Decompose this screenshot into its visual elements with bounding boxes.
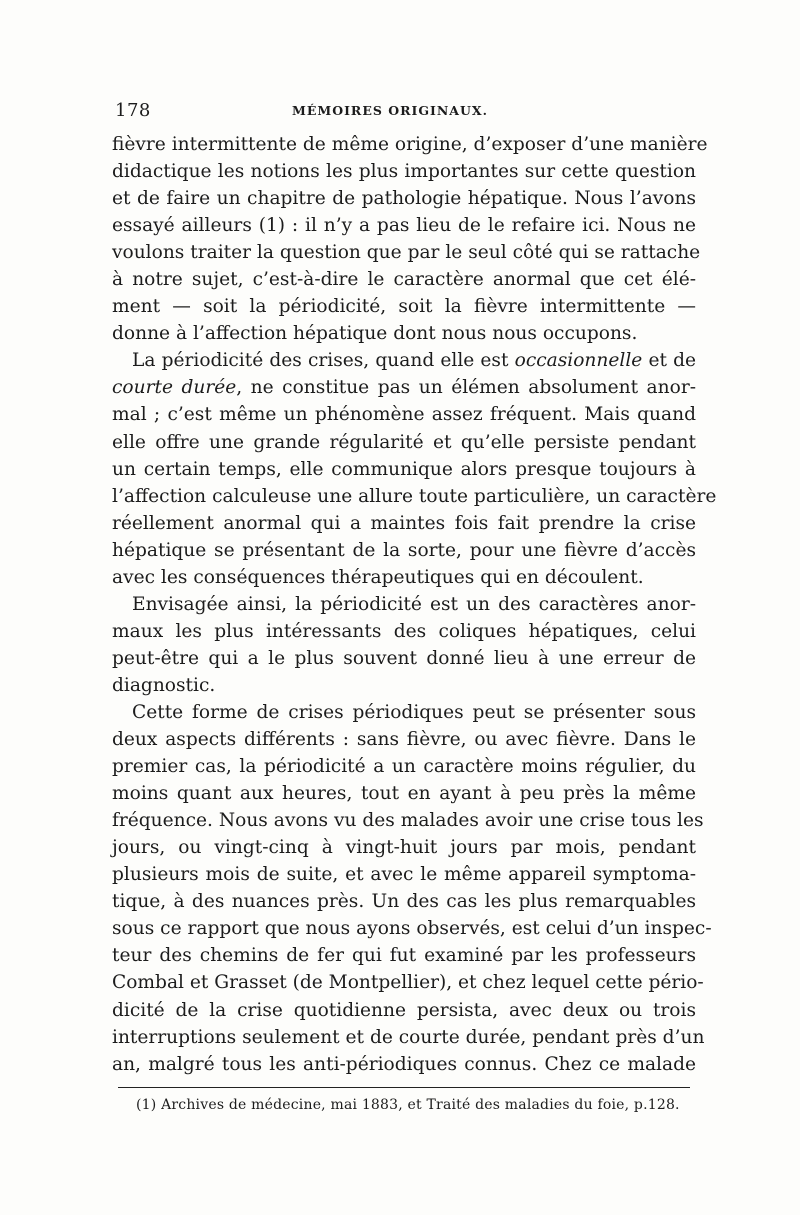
text-line: donne à l’affection hépatique dont nous nous occupons. [112,323,638,345]
text-line: teur des chemins de fer qui fut examiné par les professeurs [112,945,696,967]
text-line: mal ; c’est même un phénomène assez fréquent. Mais quand [112,404,696,426]
text-line: premier cas, la périodicité a un caractère moins régulier, du [112,756,696,778]
body-text [112,131,717,1078]
text-line: jours, ou vingt-cinq à vingt-huit jours par mois, pendant [112,837,696,859]
text-line: réellement anormal qui a maintes fois fait prendre la crise [112,512,696,534]
text-line: peut-être qui a le plus souvent donné lieu à une erreur de [112,647,696,669]
text-line: Combal et Grasset (de Montpellier), et chez lequel cette pério- [112,972,704,994]
text-line: deux aspects différents : sans fièvre, ou avec fièvre. Dans le [112,729,696,751]
text-line: diagnostic. [112,674,216,696]
text-line: à notre sujet, c’est-à-dire le caractère anormal que cet élé- [112,269,696,291]
text-line: Envisagée ainsi, la périodicité est un des caractères anor- [132,593,696,615]
text-line: un certain temps, elle communique alors presque toujours à [112,458,696,480]
footnote: (1) Archives de médecine, mai 1883, et Traité des maladies du foie, p.128. [136,1097,680,1113]
text-line: tique, à des nuances près. Un des cas les plus remarquables [112,891,696,913]
text-line: fréquence. Nous avons vu des malades avoir une crise tous les [112,810,704,832]
text-line: fièvre intermittente de même origine, d’exposer d’une manière [112,134,708,155]
text-line [112,374,696,401]
running-title: MÉMOIRES ORIGINAUX. [292,103,488,118]
page-number: 178 [115,100,151,121]
text-line: et de faire un chapitre de pathologie hépatique. Nous l’avons [112,188,696,210]
text-line: elle offre une grande régularité et qu’elle persiste pendant [112,431,696,453]
text-line: voulons traiter la question que par le seul côté qui se rattache [112,242,701,264]
text-line: interruptions seulement et de courte durée, pendant près d’un [112,1026,705,1048]
text-line: maux les plus intéressants des coliques hépatiques, celui [112,620,696,642]
italic-term: courte durée [112,377,237,399]
text-span: La périodicité des crises, quand elle est [132,350,509,372]
text-line: hépatique se présentant de la sorte, pour une fièvre d’accès [112,539,696,561]
footnote-divider [118,1087,690,1088]
text-line: an, malgré tous les anti-périodiques connus. Chez ce malade [112,1053,696,1075]
text-span: et de [648,350,696,372]
running-head [115,100,695,126]
text-line [112,347,696,374]
text-line: sous ce rapport que nous ayons observés, est celui d’un inspec- [112,918,712,940]
text-line: didactique les notions les plus importantes sur cette question [112,161,696,183]
text-line: ment — soit la périodicité, soit la fièvre intermittente — [112,296,696,318]
text-line: l’affection calculeuse une allure toute particulière, un caractère [112,485,717,507]
text-line: plusieurs mois de suite, et avec le même appareil symptoma- [112,864,696,886]
text-line: essayé ailleurs (1) : il n’y a pas lieu de le refaire ici. Nous ne [112,215,696,237]
text-line: Cette forme de crises périodiques peut se présenter sous [132,701,696,723]
text-line: dicité de la crise quotidienne persista, avec deux ou trois [112,999,696,1021]
text-line: avec les conséquences thérapeutiques qui en découlent. [112,566,644,588]
text-line: moins quant aux heures, tout en ayant à peu près la même [112,783,696,805]
text-span: , ne constitue pas un élémen absolument anor- [236,377,696,399]
italic-term: occasionnelle [514,350,643,372]
